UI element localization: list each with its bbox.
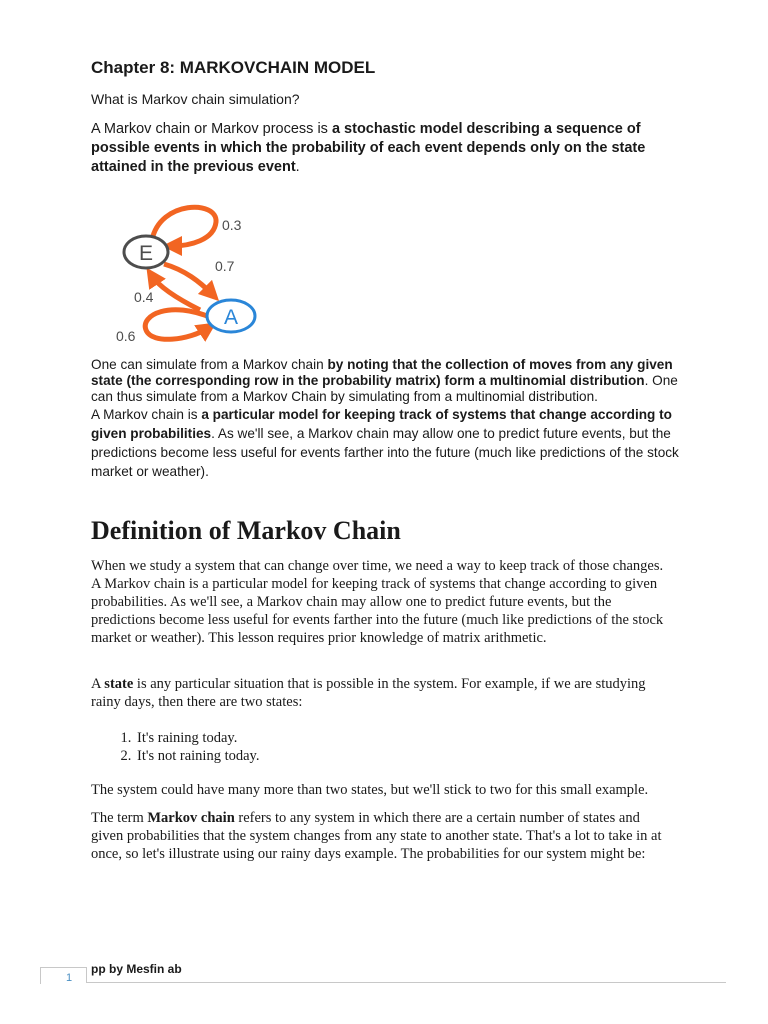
- markov-diagram: [100, 200, 280, 350]
- system-paragraph: The system could have many more than two states, but we'll stick to two for this small example.: [91, 782, 649, 798]
- term-paragraph: [91, 809, 671, 863]
- sim-p2-lead: A Markov chain is: [91, 407, 202, 422]
- term-post: refers to any system in which there are a certain number of states and given probabilities that the system changes from any state to another state. That's a lot to take in at once, so let's illustrate using our rainy days example. The probabilities for our system might be:: [91, 810, 662, 862]
- state-paragraph: [91, 675, 671, 711]
- definition-paragraph: When we study a system that can change over time, we need a way to keep track of those changes. A Markov chain is a particular model for keeping track of systems that change according to given probabilities. As we'll see, a Markov chain may allow one to predict future events, but the predictions become less useful for events farther into the future (much like predictions of the stock market or weather). This lesson requires prior knowledge of matrix arithmetic.: [91, 558, 664, 646]
- label-e-to-a: 0.7: [215, 258, 235, 274]
- list-item: 2. It's not raining today.: [135, 747, 260, 765]
- state-pre: A: [91, 676, 105, 692]
- sim-p2-rest: . As we'll see, a Markov chain may allow one to predict future events, but the predictions become less useful for events farther into the future (much like predictions of the stock market or weather).: [91, 426, 679, 479]
- page-number: 1: [66, 972, 73, 984]
- footer-text: pp by Mesfin ab: [91, 962, 182, 976]
- term-bold: Markov chain: [147, 810, 235, 826]
- sim-lead: One can simulate from a Markov chain: [91, 357, 328, 372]
- label-a-to-e: 0.4: [134, 289, 154, 305]
- edge-e-to-a: [164, 264, 212, 294]
- sim-bold: by noting that the collection of moves from any given state (the corresponding row in the probability matrix) form a multinomial distribution: [91, 357, 673, 388]
- intro-bold: a stochastic model describing a sequence of possible events in which the probability of each event depends only on the state attained in the previous event: [91, 121, 646, 175]
- state-post: is any particular situation that is possible in the system. For example, if we are studying rainy days, then there are two states:: [91, 676, 646, 710]
- label-a-to-a: 0.6: [116, 328, 136, 344]
- term-pre: The term: [91, 810, 148, 826]
- states-list: [91, 729, 260, 765]
- state-a-label: A: [223, 306, 239, 329]
- list-item: 1. It's raining today.: [135, 729, 260, 747]
- label-e-to-e: 0.3: [222, 217, 242, 233]
- intro-paragraph: [91, 120, 681, 177]
- footer-box: [40, 967, 87, 984]
- state-e-label: E: [138, 242, 154, 265]
- intro-end: .: [295, 159, 300, 175]
- footer-divider: [86, 967, 87, 983]
- state-bold: state: [104, 676, 134, 692]
- sim-p2-bold: a particular model for keeping track of systems that change according to given probabilities: [91, 407, 672, 441]
- chapter-title: Chapter 8: MARKOVCHAIN MODEL: [91, 58, 376, 77]
- footer-rule: [86, 982, 726, 983]
- edge-a-to-e: [152, 276, 200, 310]
- intro-lead: A Markov chain or Markov process is: [91, 121, 332, 137]
- sim-rest: . One can thus simulate from a Markov Chain by simulating from a multinomial distribution.: [91, 373, 678, 404]
- simulation-paragraph: [91, 357, 681, 481]
- question-text: What is Markov chain simulation?: [91, 91, 300, 107]
- definition-heading: Definition of Markov Chain: [91, 516, 401, 545]
- edge-a-to-a: [145, 310, 212, 340]
